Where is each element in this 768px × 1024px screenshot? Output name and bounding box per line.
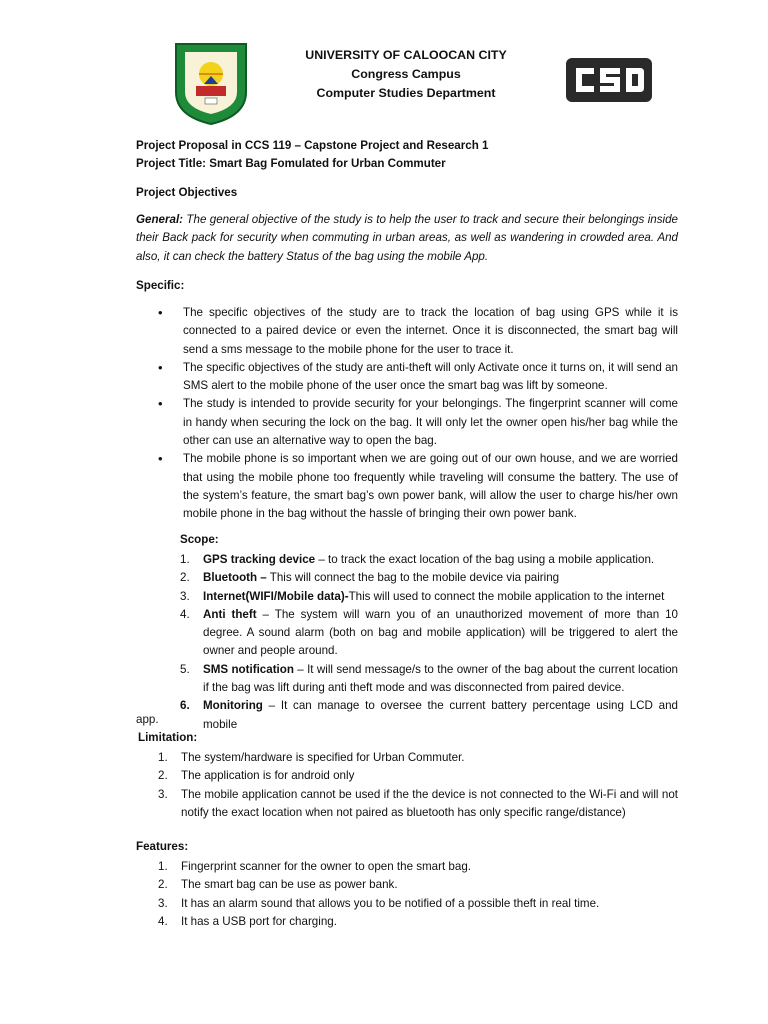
general-text: The general objective of the study is to help the user to track and secure their belongings inside their Back pack for security when commuting in urban areas, as well as wandering in crowded area. And also, it can check the battery Status of the bag using the mobile App. [136, 213, 678, 263]
scope-heading: Scope: [180, 533, 219, 546]
specific-item: • The specific objectives of the study are to track the location of bag using GPS while it is connected to a paired device or even the internet. Once it is disconnected, the smart bag will send a sms message to the mobile phone for the user to trace it. [158, 304, 678, 359]
specific-list [158, 304, 678, 524]
features-heading: Features: [136, 840, 189, 853]
campus-name: Congress Campus [351, 67, 461, 81]
specific-item: • The mobile phone is so important when we are going out of our own house, and we are worried that using the mobile phone too frequently while traveling will consume the battery. The use of the system’s feature, the smart bag’s own power bank, will allow the user to charge his/her own mobile phone in the bag without the hassle of bringing their own power bank. [158, 450, 678, 523]
scope-item: 4. Anti theft – The system will warn you of an unauthorized movement of more than 10 degree. A sound alarm (both on bag and mobile application) will be triggered to alert the owner and people around. [180, 607, 678, 658]
university-name: UNIVERSITY OF CALOOCAN CITY [305, 48, 507, 62]
scope-item: 6. Monitoring – It can manage to oversee the current battery percentage using LCD and mobile [180, 699, 678, 731]
feature-item: 2. The smart bag can be use as power bank. [158, 878, 398, 892]
university-seal-logo [172, 40, 250, 126]
scope-list [180, 551, 678, 734]
limitation-list [158, 749, 678, 822]
feature-item: 3. It has an alarm sound that allows you to be notified of a possible theft in real time. [158, 896, 600, 910]
limitation-item: 3. The mobile application cannot be used if the the device is not connected to the Wi-Fi and will not notify the exact location when not paired as bluetooth has only specific range/distance) [158, 787, 678, 819]
department-name: Computer Studies Department [316, 86, 496, 100]
scope-item: 1. GPS tracking device – to track the exact location of the bag using a mobile application. [180, 553, 655, 566]
scope-item: 3. Internet(WIFI/Mobile data)-This will used to connect the mobile application to the internet [180, 589, 665, 603]
objectives-heading: Project Objectives [136, 186, 238, 199]
specific-heading: Specific: [136, 279, 185, 292]
features-list [158, 858, 678, 931]
csd-logo [564, 56, 654, 104]
feature-item: 1. Fingerprint scanner for the owner to open the smart bag. [158, 860, 472, 873]
scope-item: 2. Bluetooth – This will connect the bag to the mobile device via pairing [180, 571, 560, 585]
proposal-line: Project Proposal in CCS 119 – Capstone Project and Research 1 [136, 139, 489, 152]
project-title: Project Title: Smart Bag Fomulated for Urban Commuter [136, 157, 446, 170]
specific-item: • The study is intended to provide security for your belongings. The fingerprint scanner will come in handy when securing the lock on the bag. It will only let the owner open his/her bag while the other can use an alternative way to open the bag. [158, 395, 678, 450]
scope-wrap-tail: app. [136, 713, 159, 726]
limitation-heading: Limitation: [138, 731, 198, 744]
feature-item: 4. It has a USB port for charging. [158, 914, 337, 928]
specific-item: • The specific objectives of the study are anti-theft will only Activate once it turns on, it will send an SMS alert to the mobile phone of the user once the smart bag was lift by someone. [158, 359, 678, 396]
scope-item: 5. SMS notification – It will send message/s to the owner of the bag about the current location if the bag was lift during anti theft mode and was disconnected from paired device. [180, 662, 678, 695]
general-objective [136, 211, 678, 266]
limitation-item: 1. The system/hardware is specified for Urban Commuter. [158, 751, 465, 764]
general-label: General: [136, 213, 184, 226]
limitation-item: 2. The application is for android only [158, 769, 355, 783]
